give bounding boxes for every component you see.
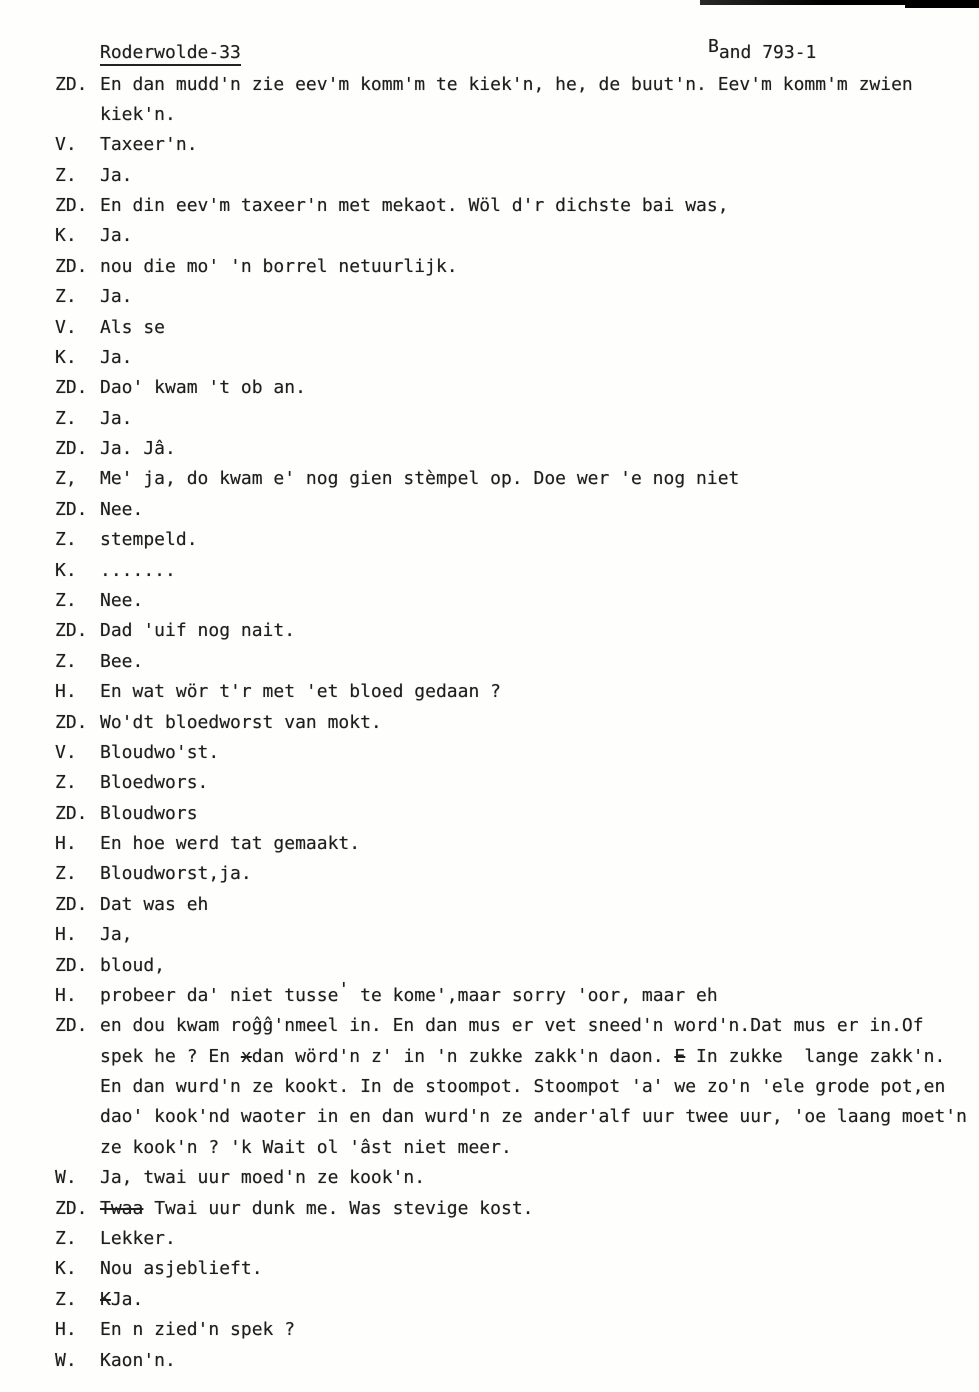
speaker-label: K. bbox=[55, 346, 77, 368]
line-text: Ja. Jâ. bbox=[100, 438, 176, 460]
line-text: En dan wurd'n ze kookt. In de stoompot. Stoompot 'a' we zo'n 'ele grode pot,en bbox=[100, 1076, 946, 1097]
speaker-label: ZD. bbox=[55, 195, 88, 216]
speaker-label: ZD. bbox=[55, 1015, 88, 1037]
line-text-segment: dan wörd'n z' in 'n zukke zakk'n daon. bbox=[251, 1045, 675, 1067]
speaker-label: Z. bbox=[55, 1227, 77, 1249]
speaker-label: V. bbox=[55, 316, 77, 338]
line-text: Nee. bbox=[100, 590, 144, 611]
speaker-label: ZD. bbox=[55, 1197, 88, 1219]
line-text-segment: Ja. bbox=[110, 1288, 144, 1310]
line-text: Ja, bbox=[100, 924, 133, 946]
speaker-label: ZD. bbox=[55, 620, 88, 642]
speaker-label: Z. bbox=[55, 529, 77, 551]
line-text: Nee. bbox=[100, 498, 144, 520]
line-text: Ja. bbox=[100, 286, 133, 308]
line-text: dao' kook'nd waoter in en dan wurd'n ze ander'alf uur twee uur, 'oe laang moet'n bbox=[100, 1106, 967, 1128]
line-text: Als se bbox=[100, 316, 166, 338]
speaker-label: W. bbox=[55, 1167, 77, 1189]
line-text: ....... bbox=[100, 559, 176, 581]
line-text-segment: In zukke lange zakk'n. bbox=[685, 1045, 946, 1067]
line-text-segment: ' bbox=[338, 978, 350, 1000]
line-text-segment: Twaa bbox=[100, 1197, 144, 1219]
line-text-segment: E bbox=[674, 1045, 686, 1067]
line-text: Ja, twai uur moed'n ze kook'n. bbox=[100, 1167, 426, 1189]
line-text: Wo'dt bloedworst van mokt. bbox=[100, 711, 382, 733]
band-label-rest: and 793-1 bbox=[718, 42, 817, 63]
line-text-segment: probeer da' niet tusse bbox=[100, 984, 339, 1006]
speaker-label: ZD. bbox=[55, 498, 88, 520]
page-title: Roderwolde-33 bbox=[100, 42, 241, 66]
line-text: Taxeer'n. bbox=[100, 134, 198, 156]
line-text-segment: spek he ? En bbox=[100, 1045, 241, 1067]
speaker-label: V. bbox=[55, 741, 77, 763]
speaker-label: ZD. bbox=[55, 255, 88, 277]
line-text bbox=[100, 978, 718, 1006]
band-label bbox=[708, 36, 817, 63]
speaker-label: K. bbox=[55, 559, 77, 581]
speaker-label: ZD. bbox=[55, 438, 88, 460]
speaker-label: Z. bbox=[55, 650, 77, 672]
speaker-label: ZD. bbox=[55, 954, 88, 976]
speaker-label: K. bbox=[55, 1258, 77, 1280]
line-text-segment: Twai uur dunk me. Was stevige kost. bbox=[143, 1197, 534, 1219]
speaker-label: Z. bbox=[55, 1288, 77, 1310]
line-text: En dan mudd'n zie eev'm komm'm te kiek'n, he, de buut'n. Eev'm komm'm zwien bbox=[100, 73, 913, 95]
line-text: En din eev'm taxeer'n met mekaot. Wöl d'r dichste bai was, bbox=[100, 195, 729, 216]
speaker-label: Z. bbox=[55, 164, 77, 186]
speaker-label: Z. bbox=[55, 407, 77, 429]
line-text: bloud, bbox=[100, 954, 166, 976]
line-text-segment: x bbox=[240, 1045, 252, 1067]
speaker-label: V. bbox=[55, 134, 77, 156]
line-text bbox=[100, 1046, 945, 1067]
speaker-label: H. bbox=[55, 924, 77, 946]
speaker-label: ZD. bbox=[55, 377, 88, 399]
scan-edge-bar-thick bbox=[905, 0, 979, 8]
line-text: Me' ja, do kwam e' nog gien stèmpel op. Doe wer 'e nog niet bbox=[100, 468, 740, 490]
speaker-label: Z. bbox=[55, 772, 77, 794]
speaker-label: Z. bbox=[55, 863, 77, 885]
speaker-label: H. bbox=[55, 833, 77, 854]
line-text: Ja. bbox=[100, 346, 133, 368]
line-text bbox=[100, 1289, 143, 1310]
line-text-segment: K bbox=[100, 1288, 111, 1310]
line-text: En n zied'n spek ? bbox=[100, 1319, 296, 1341]
line-text: Bloudworst,ja. bbox=[100, 863, 252, 885]
speaker-label: ZD. bbox=[55, 711, 88, 733]
line-text bbox=[100, 1198, 534, 1219]
line-text: Ja. bbox=[100, 407, 133, 429]
line-text: Dao' kwam 't ob an. bbox=[100, 377, 306, 399]
line-text: Dad 'uif nog nait. bbox=[100, 620, 296, 642]
speaker-label: K. bbox=[55, 225, 77, 247]
speaker-label: ZD. bbox=[55, 893, 88, 915]
speaker-label: Z, bbox=[55, 468, 77, 490]
line-text: nou die mo' 'n borrel netuurlijk. bbox=[100, 255, 458, 277]
speaker-label: H. bbox=[55, 1319, 77, 1341]
line-text: En wat wör t'r met 'et bloed gedaan ? bbox=[100, 681, 501, 703]
speaker-label: W. bbox=[55, 1349, 77, 1371]
line-text: Dat was eh bbox=[100, 893, 209, 915]
speaker-label: ZD. bbox=[55, 802, 88, 824]
line-text: kiek'n. bbox=[100, 103, 176, 125]
speaker-label: H. bbox=[55, 681, 77, 703]
line-text: Bloedwors. bbox=[100, 772, 209, 794]
speaker-label: ZD. bbox=[55, 73, 88, 95]
speaker-label: Z. bbox=[55, 590, 77, 611]
line-text: Ja. bbox=[100, 164, 133, 186]
line-text-segment: te kome',maar sorry 'oor, maar eh bbox=[349, 984, 718, 1006]
line-text: stempeld. bbox=[100, 529, 198, 551]
speaker-label: H. bbox=[55, 984, 77, 1006]
line-text: en dou kwam roĝĝ'nmeel in. En dan mus er vet sneed'n word'n.Dat mus er in.Of bbox=[100, 1015, 924, 1037]
speaker-label: Z. bbox=[55, 286, 77, 308]
line-text: Bee. bbox=[100, 650, 144, 672]
line-text: Bloudwo'st. bbox=[100, 741, 220, 763]
line-text: En hoe werd tat gemaakt. bbox=[100, 833, 361, 854]
line-text: Kaon'n. bbox=[100, 1349, 176, 1371]
band-label-sup: B bbox=[708, 36, 719, 57]
line-text: ze kook'n ? 'k Wait ol 'âst niet meer. bbox=[100, 1136, 512, 1158]
line-text: Ja. bbox=[100, 225, 133, 247]
line-text: Bloudwors bbox=[100, 802, 198, 824]
line-text: Nou asjeblieft. bbox=[100, 1258, 263, 1280]
line-text: Lekker. bbox=[100, 1227, 176, 1249]
